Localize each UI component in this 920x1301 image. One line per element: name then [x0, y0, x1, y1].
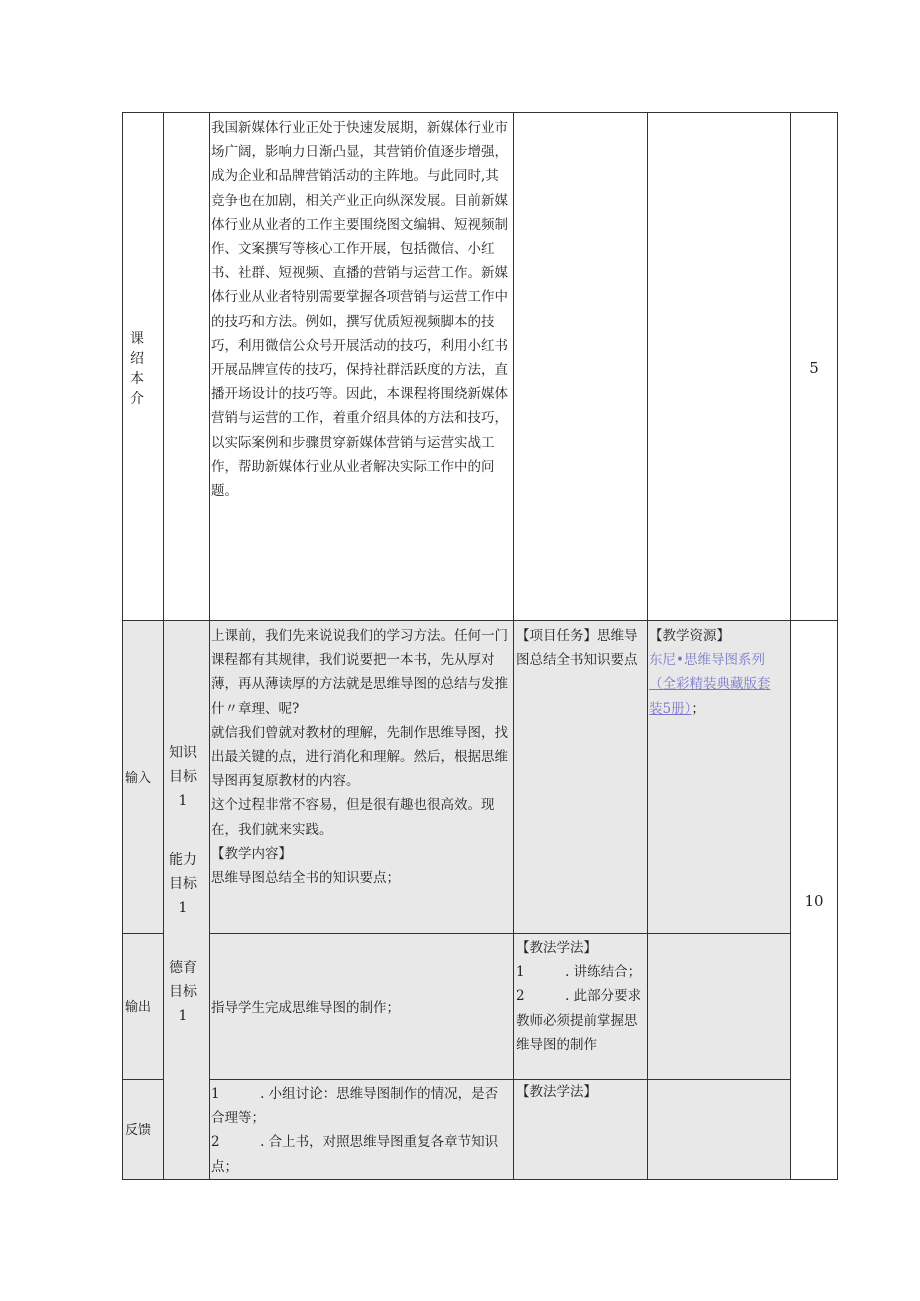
input-resource-cell: [648, 621, 791, 934]
resource-link-line1[interactable]: 东尼•思维导图系列: [649, 652, 765, 669]
output-label-cell: [123, 934, 164, 1080]
resource-link-line2[interactable]: （全彩精装典藏版套: [649, 676, 771, 693]
input-paragraph-1: 上课前，我们先来说说我们的学习方法。任何一门课程都有其规律，我们说要把一本书，先从厚对薄，再从薄读厚的方法就是思维导图的总结与发推什〃章理、呢?: [211, 628, 508, 717]
resource-tail: ；: [691, 700, 705, 717]
input-paragraph-2: 就信我们曾就对教材的理解，先制作思维导图，找出最关键的点，进行消化和理解。然后，根据思维导图再复原教材的内容。: [211, 724, 508, 790]
lesson-plan-table: [122, 112, 838, 1180]
feedback-label: 反馈: [125, 1123, 152, 1138]
feedback-method-cell: [514, 1080, 648, 1179]
output-method: [516, 936, 646, 1057]
feedback-item-1: 1 . 小组讨论：思维导图制作的情况，是否合理等；: [211, 1086, 499, 1127]
resource-heading: 【教学资源】: [649, 628, 730, 644]
output-text-cell: [210, 934, 514, 1080]
output-method-item-2: 2 . 此部分要求教师必须提前掌握思维导图的制作: [516, 988, 642, 1053]
feedback-text-cell: [210, 1080, 514, 1179]
knowledge-goal: 知识目标1: [169, 745, 197, 809]
output-resource-cell: [648, 934, 791, 1080]
input-resource: [649, 624, 789, 721]
input-task: 【项目任务】思维导图总结全书知识要点: [516, 628, 638, 669]
feedback-item-2: 2 . 合上书，对照思维导图重复各章节知识点；: [211, 1134, 499, 1175]
input-content-text: 思维导图总结全书的知识要点；: [211, 870, 400, 887]
output-label: 输出: [125, 1000, 152, 1015]
goals-cell: [164, 621, 210, 1179]
input-task-cell: [514, 621, 648, 934]
input-text-cell: [210, 621, 514, 934]
input-label: 输入: [125, 771, 152, 786]
output-method-item-1: 1 . 讲练结合；: [516, 964, 642, 981]
intro-text-cell: [210, 113, 514, 621]
input-content-heading: 【教学内容】: [211, 845, 292, 862]
output-method-cell: [514, 934, 648, 1080]
ability-goal: 能力目标1: [169, 852, 197, 916]
intro-task-cell: [514, 113, 648, 621]
feedback-text: [211, 1082, 511, 1179]
intro-text: 我国新媒体行业正处于快速发展期，新媒体行业市场广阔，影响力日渐凸显，其营销价值逐步增强，成为企业和品牌营销活动的主阵地。与此同时,其竞争也在加剧，相关产业正向纵深发展。目前新媒体行业从业者的工作主要围绕图文编辑、短视频制作、文案撰写等核心工作开展，包括微信、小红书、社群、短视频、直播的营销与运营工作。新媒体行业从业者特别需要掌握各项营销与运营工作中的技巧和方法。例如，撰写优质短视频脚本的技巧，利用微信公众号开展活动的技巧，利用小红书开展品牌宣传的技巧，保持社群活跃度的方法，直播开场设计的技巧等。因此，本课程将围绕新媒体营销与运营的工作，着重介绍具体的方法和技巧，以实际案例和步骤贯穿新媒体营销与运营实战工作，帮助新媒体行业从业者解决实际工作中的问题。: [211, 120, 508, 500]
intro-resource-cell: [648, 113, 791, 621]
output-method-heading: 【教法学法】: [516, 940, 597, 956]
input-time: 10: [804, 892, 824, 910]
intro-time: 5: [809, 359, 819, 377]
moral-goal: 德育目标1: [169, 960, 197, 1024]
intro-label: 课绍本介: [130, 331, 144, 407]
input-text: [211, 624, 511, 890]
feedback-resource-cell: [648, 1080, 791, 1179]
intro-goal-cell: [164, 113, 210, 621]
feedback-method-heading: 【教法学法】: [516, 1084, 597, 1100]
intro-label-cell: [123, 113, 164, 621]
feedback-label-cell: [123, 1080, 164, 1179]
resource-link-line3[interactable]: 装5册）: [649, 700, 692, 717]
output-text: 指导学生完成思维导图的制作；: [211, 1000, 400, 1016]
input-label-cell: [123, 621, 164, 934]
input-time-cell: [791, 621, 837, 1179]
intro-time-cell: [791, 113, 837, 621]
input-paragraph-3: 这个过程非常不容易，但是很有趣也很高效。现在，我们就来实践。: [211, 797, 495, 838]
